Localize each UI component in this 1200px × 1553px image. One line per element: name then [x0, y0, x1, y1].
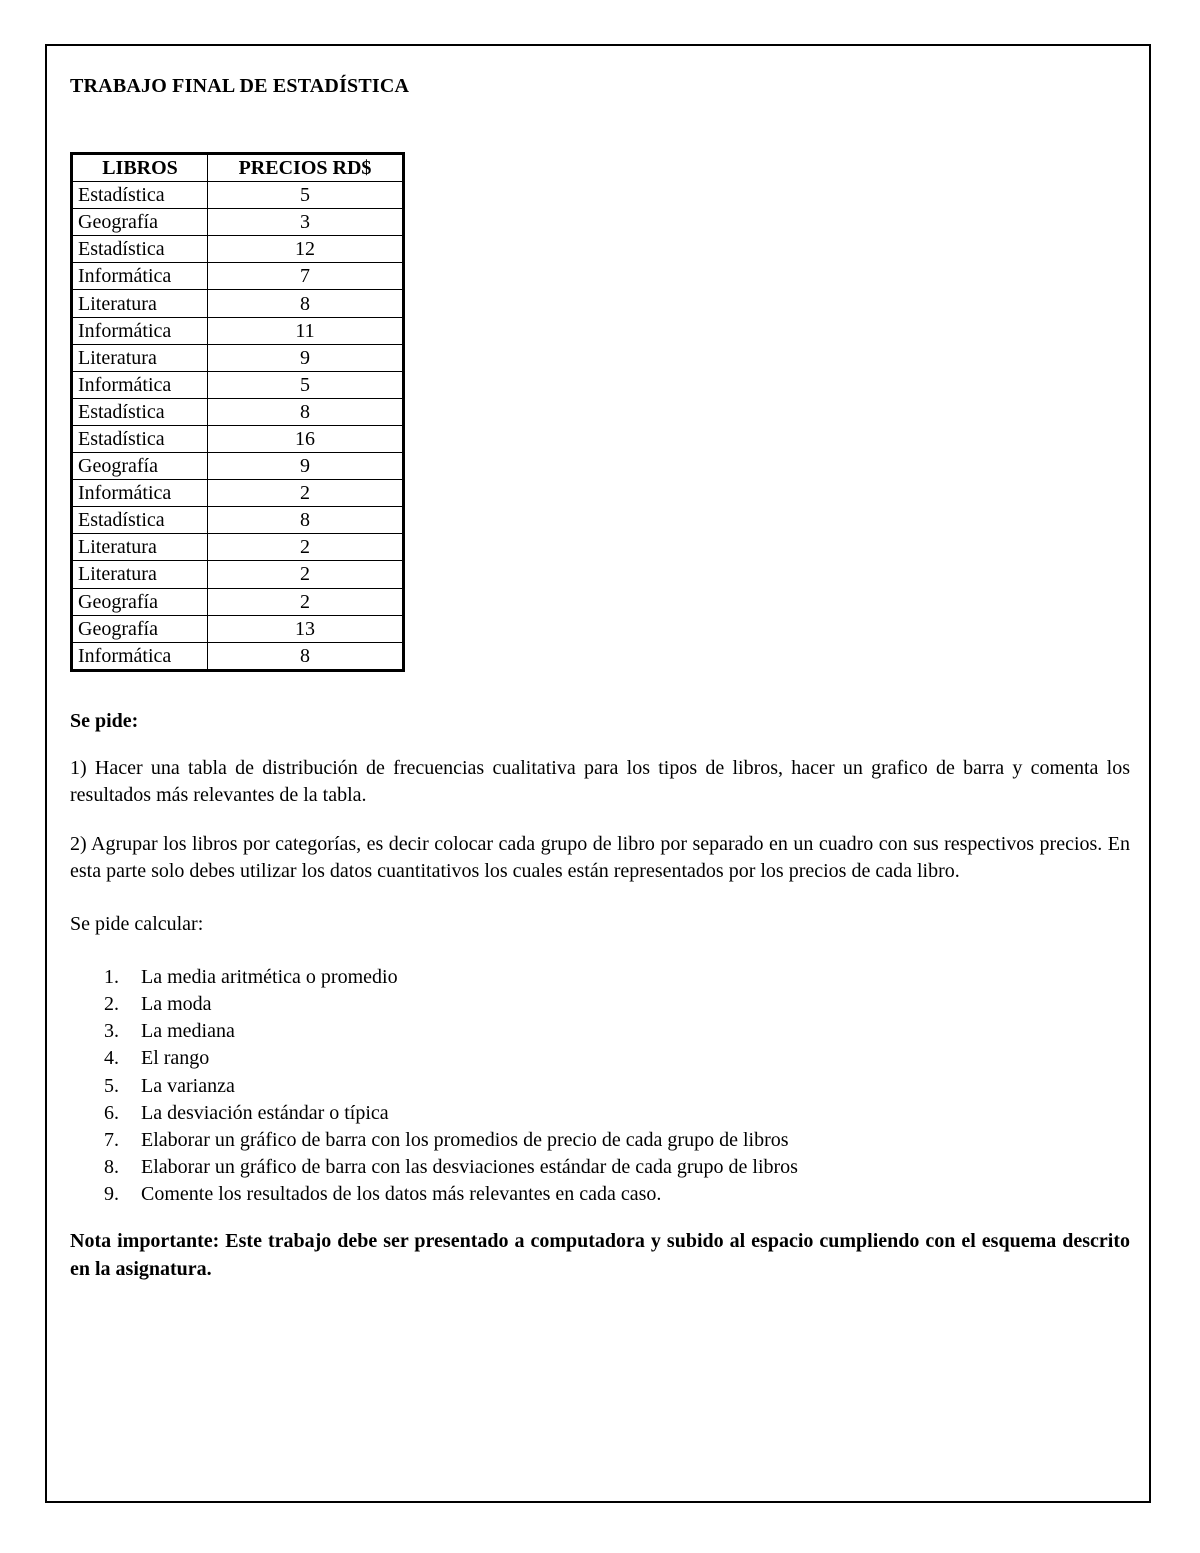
price-cell: 2: [208, 588, 403, 615]
column-header-books: LIBROS: [73, 155, 208, 182]
price-cell: 9: [208, 344, 403, 371]
book-cell: Informática: [73, 480, 208, 507]
table-row: [73, 209, 403, 236]
book-cell: Geografía: [73, 588, 208, 615]
table-header-row: [73, 155, 403, 182]
book-cell: Estadística: [73, 236, 208, 263]
table-row: [73, 588, 403, 615]
table-row: [73, 344, 403, 371]
price-cell: 2: [208, 534, 403, 561]
list-text: La desviación estándar o típica: [141, 1101, 389, 1124]
price-cell: 8: [208, 507, 403, 534]
list-number: 5.: [104, 1074, 119, 1097]
list-item: [70, 1073, 1130, 1100]
book-cell: Informática: [73, 317, 208, 344]
table-row: [73, 290, 403, 317]
list-number: 3.: [104, 1020, 119, 1043]
price-cell: 5: [208, 371, 403, 398]
list-item: [70, 991, 1130, 1018]
price-table-wrapper: [70, 152, 405, 672]
list-number: 4.: [104, 1047, 119, 1070]
table-row: [73, 453, 403, 480]
book-cell: Estadística: [73, 507, 208, 534]
list-number: 6.: [104, 1101, 119, 1124]
price-cell: 8: [208, 398, 403, 425]
book-cell: Informática: [73, 263, 208, 290]
price-cell: 12: [208, 236, 403, 263]
column-header-prices: PRECIOS RD$: [208, 155, 403, 182]
list-text: La media aritmética o promedio: [141, 965, 398, 988]
book-cell: Estadística: [73, 425, 208, 452]
table-row: [73, 642, 403, 669]
table-row: [73, 236, 403, 263]
price-cell: 7: [208, 263, 403, 290]
book-cell: Literatura: [73, 561, 208, 588]
list-item: [70, 1100, 1130, 1127]
instruction-paragraph-2: 2) Agrupar los libros por categorías, es decir colocar cada grupo de libro por separado en un cuadro con sus respectivos precios. En esta parte solo debes utilizar los datos cuantitativos los cuales están representados por los precios de cada libro.: [70, 832, 1130, 882]
price-cell: 2: [208, 480, 403, 507]
list-item: [70, 1045, 1130, 1072]
price-cell: 11: [208, 317, 403, 344]
book-cell: Literatura: [73, 290, 208, 317]
calculation-list: [70, 964, 1130, 1209]
table-row: [73, 263, 403, 290]
book-cell: Estadística: [73, 398, 208, 425]
table-row: [73, 480, 403, 507]
book-cell: Literatura: [73, 534, 208, 561]
price-cell: 2: [208, 561, 403, 588]
table-row: [73, 425, 403, 452]
list-number: 7.: [104, 1129, 119, 1151]
list-item: [70, 1154, 1130, 1181]
list-text: Elaborar un gráfico de barra con los promedios de precio de cada grupo de libros: [141, 1129, 789, 1151]
table-row: [73, 534, 403, 561]
important-note: Nota importante: Este trabajo debe ser presentado a computadora y subido al espacio cumpliendo con el esquema descrito en la asignatura.: [70, 1229, 1130, 1280]
list-number: 9.: [104, 1183, 119, 1206]
instruction-paragraph-1: 1) Hacer una tabla de distribución de frecuencias cualitativa para los tipos de libros, hacer un grafico de barra y comenta los resultados más relevantes de la tabla.: [70, 756, 1130, 806]
table-row: [73, 561, 403, 588]
price-cell: 13: [208, 615, 403, 642]
calc-heading: Se pide calcular:: [70, 912, 204, 935]
list-text: El rango: [141, 1047, 210, 1070]
table-row: [73, 371, 403, 398]
price-cell: 9: [208, 453, 403, 480]
list-text: La varianza: [141, 1074, 235, 1097]
list-item: [70, 1127, 1130, 1154]
table-row: [73, 182, 403, 209]
price-cell: 3: [208, 209, 403, 236]
book-cell: Informática: [73, 642, 208, 669]
price-cell: 16: [208, 425, 403, 452]
book-cell: Geografía: [73, 615, 208, 642]
list-text: Elaborar un gráfico de barra con las desviaciones estándar de cada grupo de libros: [141, 1156, 798, 1179]
list-item: [70, 1018, 1130, 1045]
book-cell: Informática: [73, 371, 208, 398]
list-text: La moda: [141, 992, 212, 1015]
table-row: [73, 317, 403, 344]
table-row: [73, 507, 403, 534]
list-text: La mediana: [141, 1020, 235, 1043]
list-text: Comente los resultados de los datos más relevantes en cada caso.: [141, 1183, 662, 1206]
price-cell: 8: [208, 290, 403, 317]
table-row: [73, 398, 403, 425]
list-number: 1.: [104, 965, 119, 988]
price-cell: 8: [208, 642, 403, 669]
price-table: [72, 154, 403, 670]
table-row: [73, 615, 403, 642]
list-item: [70, 1181, 1130, 1208]
price-cell: 5: [208, 182, 403, 209]
list-number: 8.: [104, 1156, 119, 1179]
list-number: 2.: [104, 992, 119, 1015]
list-item: [70, 964, 1130, 991]
document-title: TRABAJO FINAL DE ESTADÍSTICA: [70, 75, 410, 97]
book-cell: Literatura: [73, 344, 208, 371]
book-cell: Estadística: [73, 182, 208, 209]
document-body: [70, 72, 1130, 1283]
section-heading-se-pide: Se pide:: [70, 709, 139, 732]
book-cell: Geografía: [73, 209, 208, 236]
book-cell: Geografía: [73, 453, 208, 480]
